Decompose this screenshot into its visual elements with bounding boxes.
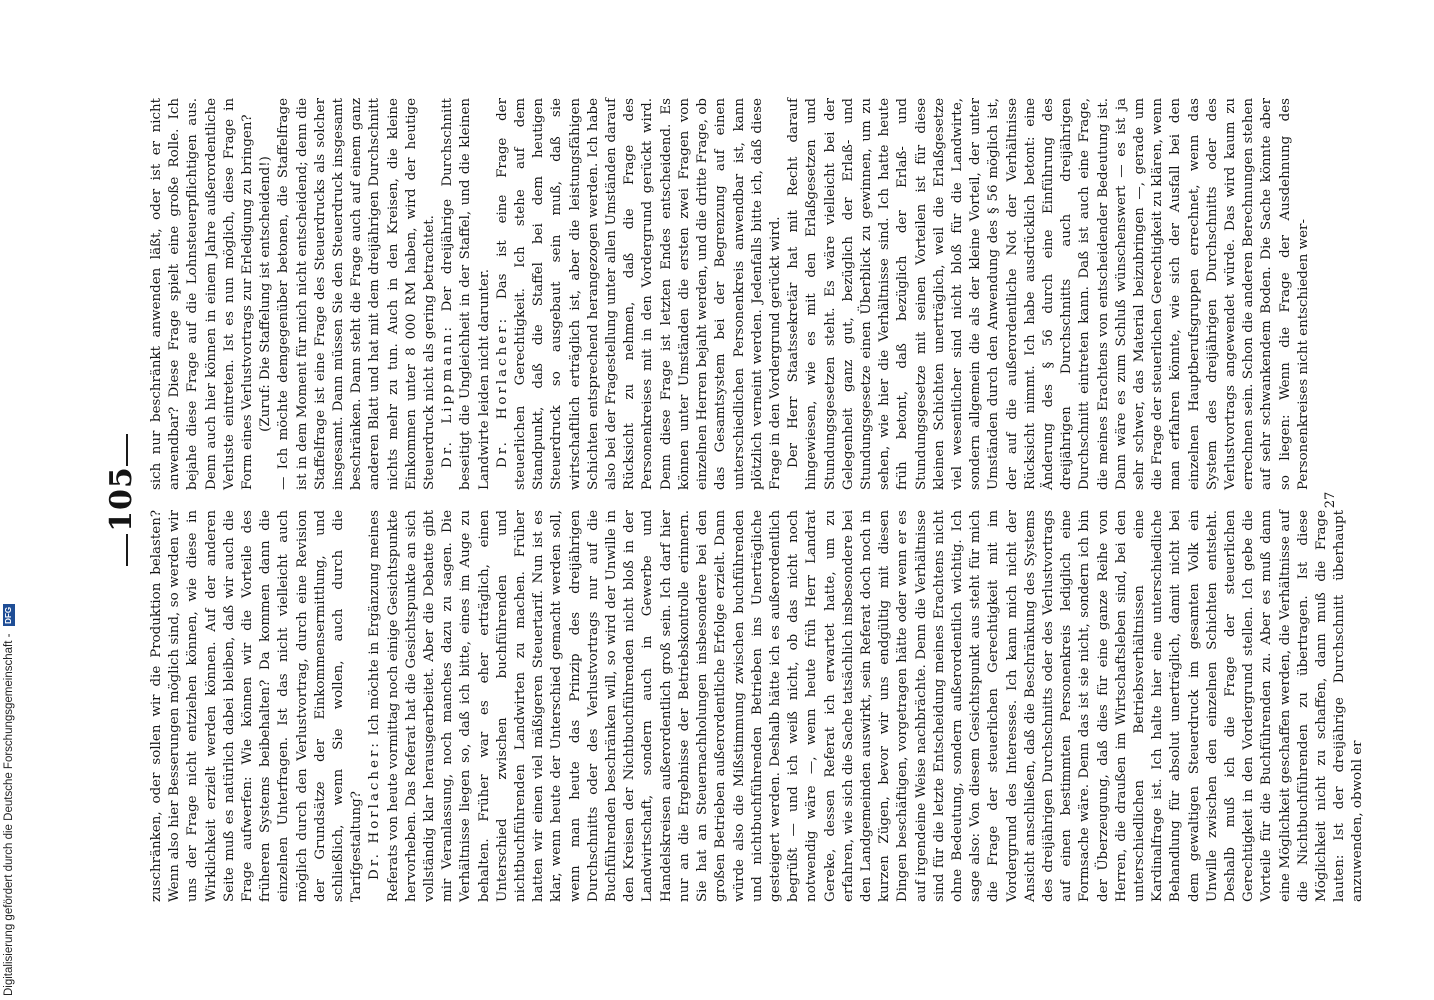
paragraph-text: — Ich möchte demgegenüber betonen, die Staffelfrage ist in dem Moment für mich nicht entscheidend; denn die Staffelfrage ist eine Frage des Steuerdrucks als solcher insgesamt. Dann müssen Sie den Steuerdruck insgesamt beschränken. Dann steht die Frage auch auf einem ganz anderen Blatt und hat mit dem dreijährigen Durchschnitt nichts mehr zu tun. Auch in den Kreisen, die kleine Einkommen unter 8 000 RM haben, wird der heutige Steuerdruck nicht als gering betrachtet. (276, 98, 438, 490)
dfg-logo: DFG (3, 604, 15, 626)
paragraph-text: Der Herr Staatssekretär hat mit Recht darauf hingewiesen, wie es mit den Erlaßgesetzen und Stundungsgesetzen steht. Es wäre vielleicht bei der Gelegenheit ganz gut, bezüglich der Erlaß- und Stundungsgesetze einen Überblick zu gewinnen, um zu sehen, wie hier die Verhältnisse sind. Ich hatte heute früh betont, daß bezüglich der Erlaß- und Stundungsgesetze mit seinen Vorteilen ist für diese kleinen Schichten unerträglich, weil die Erlaßgesetze viel wesentlicher sind nicht bloß für die Landwirte, sondern allgemein die als der kleine Vorteil, der unter Umständen durch den Anwendung des § 56 möglich ist, der auf die außerordentliche Not der Verhältnisse Rücksicht nimmt. Ich habe ausdrücklich betont: eine Änderung des § 56 durch eine Einführung des dreijährigen Durchschnitts auch dreijährigen Durchschnitt eintreten kann. Daß ist auch eine Frage, die meines Erachtens von entscheidender Bedeutung ist. Dann wäre es zum Schluß wünschenswert — es ist ja sehr schwer, das Material beizubringen —, gerade um die Frage der steuerlichen Gerechtigkeit zu klären, wenn man erfahren könnte, wie sich der Ausfall bei den einzelnen Hauptberufsgruppen errechnet, wenn das System des dreijährigen Durchschnitts oder des Verlustvortrags angewendet würde. Das wird kaum zu errechnen sein. Schon die anderen Berechnungen stehen auf sehr schwankendem Boden. Die Sache könnte aber so liegen: Wenn die Frage der Ausdehnung des Personenkreises nicht entschieden wer- (786, 98, 1311, 490)
header-dash-left (126, 534, 128, 566)
paragraph-text: Der dreijährige Durchschnitt beseitigt die Ungleichheit in der Staffel, und die kleinen Landwirte leiden nicht darunter. (440, 98, 492, 490)
paragraph (257, 98, 275, 490)
text-column-left (148, 510, 1366, 902)
paragraph (275, 98, 439, 490)
paragraph-text: zuschränken, oder sollen wir die Produktion belasten? Wenn also hier Besserungen möglich sind, so werden wir uns der Frage nicht entziehen können, wie diese in Wirklichkeit erzielt werden können. Auf der anderen Seite muß es natürlich dabei bleiben, daß wir auch die Frage aufwerfen: Wie können wir die Vorteile des früheren Systems beibehalten? Da kommen dann die einzelnen Unterfragen. Ist das nicht vielleicht auch möglich durch den Verlustvortrag, durch eine Revision der Grundsätze der Einkommensermittlung, und schließlich, wenn Sie wollen, auch durch die Tarifgestaltung? (149, 510, 365, 902)
paragraph (148, 98, 257, 490)
paragraph (494, 98, 785, 490)
speaker-name: Dr. Horlacher: (494, 315, 510, 468)
speaker-name: Dr. Lippmann: (440, 323, 456, 468)
paragraph (148, 510, 366, 902)
header-dash-right (126, 434, 128, 466)
page-number: 105 (104, 466, 139, 532)
paragraph-text: Das ist eine Frage der steuerlichen Gerechtigkeit. Ich stehe auf dem Standpunkt, daß die Staffel bei dem heutigen Steuerdruck so ausgebaut sein muß, daß sie wirtschaftlich erträglich ist, aber die leistungsfähigen Schichten entsprechend herangezogen werden. Ich habe also bei der Fragestellung unter allen Umständen darauf Rücksicht zu nehmen, daß die Frage des Personenkreises mit in den Vordergrund gerückt wird. Denn diese Frage ist letzten Endes entscheidend. Es können unter Umständen die ersten zwei Fragen von einzelnen Herren bejaht werden, und die dritte Frage, ob das Gesamtsystem bei der Begrenzung auf einen unterschiedlichen Personenkreis anwendbar ist, kann plötzlich verneint werden. Jedenfalls bitte ich, daß diese Frage in den Vordergrund gerückt wird. (494, 98, 783, 490)
page-header (100, 0, 150, 1000)
printer-signature: 27 (1323, 491, 1338, 509)
paragraph (785, 98, 1313, 490)
attribution-text: Digitalisierung gefördert durch die Deutsche Forschungsgemeinschaft - (3, 633, 15, 996)
paragraph-text: Ich möchte in Ergänzung meines Referats von heute vormittag noch einige Gesichtspunkte hervorheben. Das Referat hat die Gesichtspunkte an sich vollständig klar herausgearbeitet. Aber die Debatte gibt mir Veranlassung, noch manches dazu zu sagen. Die Verhältnisse liegen so, daß ich bitte, eines im Auge zu behalten. Früher war es eher erträglich, einen Unterschied zwischen buchführenden und nichtbuchführenden Landwirten zu machen. Früher hatten wir einen viel mäßigeren Steuertarif. Nun ist es klar, wenn heute der Unterschied gemacht werden soll, wenn man heute das Prinzip des dreijährigen Durchschnitts oder des Verlustvortrags nur auf die Buchführenden beschränken will, so wird der Unwille in den Kreisen der Nichtbuchführenden nicht bloß in der Landwirtschaft, sondern auch in Gewerbe und Handelskreisen außerordentlich groß sein. Ich darf hier nur an die Ergebnisse der Betriebskontrolle erinnern. Sie hat an Steuernachholungen insbesondere bei den großen Betrieben außerordentliche Erfolge erzielt. Dann würde also die Mißstimmung zwischen buchführenden und nichtbuchführenden Betrieben ins Unerträgliche gesteigert werden. Deshalb hätte ich es außerordentlich begrüßt — und ich weiß nicht, ob das nicht noch notwendig wäre —, wenn heute früh Herr Landrat Gereke, dessen Referat ich erwartet hatte, um zu erfahren, wie sich die Sache tatsächlich insbesondere bei den Landgemeinden auswirkt, sein Referat doch noch in kurzen Zügen, bevor wir uns endgültig mit diesen Dingen beschäftigen, vorgetragen hätte oder wenn er es auf irgendeine Weise nachbrächte. Denn die Verhältnisse sind für die letzte Entscheidung meines Erachtens nicht ohne Bedeutung, sondern außerordentlich wichtig. Ich sage also: Von diesem Gesichtspunkt aus steht für mich die Frage der steuerlichen Gerechtigkeit mit im Vordergrund des Interesses. Ich kann mich nicht der Ansicht anschließen, daß die Beschränkung des Systems des dreijährigen Durchschnitts oder des Verlustvortrags auf einen bestimmten Personenkreis lediglich eine Formsache wäre. Denn das ist sie nicht, sondern ich bin der Überzeugung, daß dies für eine ganze Reihe von Herren, die draußen im Wirtschaftsleben sind, bei den unterschiedlichen Betriebsverhältnissen eine Kardinalfrage ist. Ich halte hier eine unterschiedliche Behandlung für absolut unerträglich, damit nicht bei dem gewaltigen Steuerdruck im gesamten Volk ein Unwille zwischen den einzelnen Schichten entsteht. Deshalb muß ich die Frage der steuerlichen Gerechtigkeit in den Vordergrund stellen. Ich gebe die Vorteile für die Buchführenden zu. Aber es muß dann eine Möglichkeit geschaffen werden, die Verhältnisse auf die Nichtbuchführenden zu übertragen. Ist diese Möglichkeit nicht zu schaffen, dann muß die Frage lauten: Ist der dreijährige Durchschnitt überhaupt anzuwenden, obwohl er (367, 510, 1366, 902)
digitization-attribution (0, 0, 20, 1000)
text-column-right (148, 98, 1313, 490)
speaker-name: Dr. Horlacher: (367, 740, 383, 880)
paragraph-text: sich nur beschränkt anwenden läßt, oder ist er nicht anwendbar? Diese Frage spielt eine große Rolle. Ich bejahe diese Frage auf die Lohnsteuerpflichtigen aus. Denn auch hier können in einem Jahre außerordentliche Verluste eintreten. Ist es nun möglich, diese Frage in Form eines Verlustvortrags zur Erledigung zu bringen? (149, 98, 256, 490)
paragraph-text: (Zuruf: Die Staffelung ist entscheidend!) (258, 156, 274, 432)
paragraph (366, 510, 1367, 902)
paragraph (439, 98, 494, 490)
